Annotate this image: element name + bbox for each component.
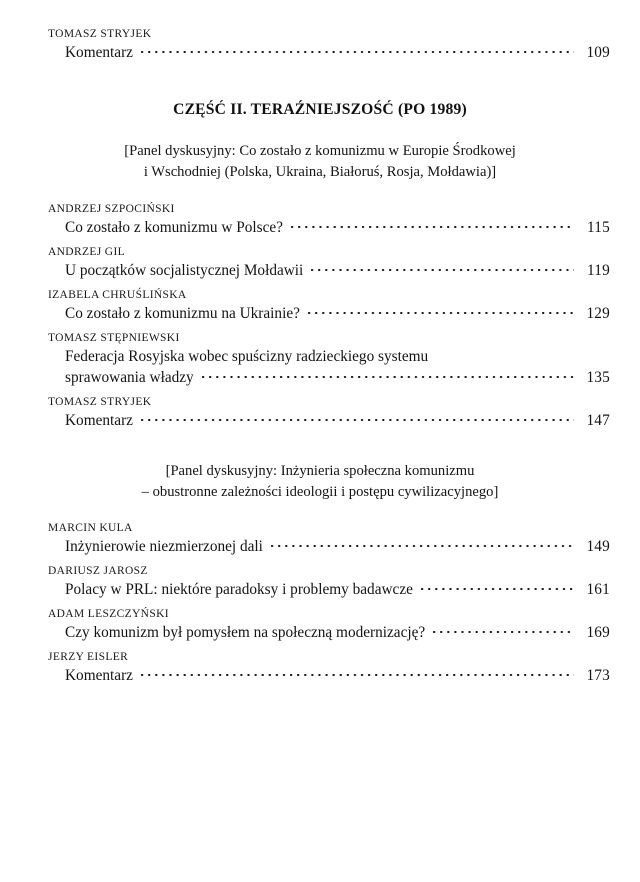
- entry-page-number: 147: [586, 412, 610, 429]
- entry-title-row: [65, 665, 610, 686]
- toc-entry: [0, 202, 640, 238]
- toc-entry: [0, 564, 640, 600]
- dot-leader: [202, 372, 574, 382]
- part-heading: CZĘŚĆ II. TERAŹNIEJSZOŚĆ (PO 1989): [173, 101, 467, 118]
- entry-author: TOMASZ STRYJEK: [48, 28, 152, 40]
- dot-leader: [291, 222, 574, 232]
- toc-entry: [0, 650, 640, 686]
- entry-title-row: [65, 536, 610, 557]
- entry-title: Co zostało z komunizmu w Polsce?: [65, 219, 283, 236]
- panel-description-2: [0, 461, 640, 503]
- toc-entry: [0, 245, 640, 281]
- panel-description-line: – obustronne zależności ideologii i postępu cywilizacyjnego]: [141, 484, 499, 500]
- panel-description-line: [Panel dyskusyjny: Co zostało z komunizmu w Europie Środkowej: [124, 143, 516, 159]
- entry-page-number: 149: [586, 538, 610, 555]
- toc-entry: [0, 607, 640, 643]
- entry-title: Komentarz: [65, 412, 133, 429]
- toc-entry: [0, 27, 640, 63]
- entry-page-number: 115: [587, 219, 610, 236]
- dot-leader: [141, 670, 574, 680]
- toc-entry: [0, 288, 640, 324]
- entry-author: ANDRZEJ SZPOCIŃSKI: [48, 203, 175, 215]
- toc-entry: [0, 521, 640, 557]
- panel-description-line: [Panel dyskusyjny: Inżynieria społeczna komunizmu: [165, 463, 475, 479]
- entry-page-number: 129: [586, 305, 610, 322]
- entry-title: Inżynierowie niezmierzonej dali: [65, 538, 263, 555]
- entry-title: Polacy w PRL: niektóre paradoksy i problemy badawcze: [65, 581, 413, 598]
- entry-title-first-line: Federacja Rosyjska wobec spuścizny radzieckiego systemu: [65, 348, 429, 365]
- entry-title-row: [65, 42, 610, 63]
- entry-title-row: [65, 217, 610, 238]
- entry-author: ANDRZEJ GIL: [48, 246, 125, 258]
- entry-author: MARCIN KULA: [48, 522, 133, 534]
- panel-description-line: i Wschodniej (Polska, Ukraina, Białoruś, Rosja, Mołdawia)]: [143, 164, 497, 180]
- entry-title: U początków socjalistycznej Mołdawii: [65, 262, 304, 279]
- dot-leader: [141, 415, 574, 425]
- entry-author: ADAM LESZCZYŃSKI: [48, 608, 169, 620]
- dot-leader: [421, 584, 574, 594]
- entry-title-row: [65, 579, 610, 600]
- entry-title: sprawowania władzy: [65, 369, 194, 386]
- entry-title: Komentarz: [65, 667, 133, 684]
- entry-title: Czy komunizm był pomysłem na społeczną modernizację?: [65, 624, 426, 641]
- entry-author: IZABELA CHRUŚLIŃSKA: [48, 289, 187, 301]
- panel-description-1: [0, 141, 640, 183]
- entry-page-number: 173: [586, 667, 610, 684]
- entry-title: Komentarz: [65, 44, 133, 61]
- entry-title-row: [65, 367, 610, 388]
- entry-page-number: 161: [586, 581, 610, 598]
- entry-page-number: 109: [586, 44, 610, 61]
- entry-author: DARIUSZ JAROSZ: [48, 565, 148, 577]
- entry-page-number: 135: [586, 369, 610, 386]
- entry-title: Co zostało z komunizmu na Ukrainie?: [65, 305, 300, 322]
- entry-page-number: 119: [587, 262, 610, 279]
- entry-title-row: [65, 260, 610, 281]
- entry-title-row: [65, 303, 610, 324]
- dot-leader: [433, 627, 574, 637]
- dot-leader: [311, 265, 574, 275]
- dot-leader: [308, 308, 574, 318]
- dot-leader: [271, 541, 574, 551]
- toc-entry: [0, 331, 640, 388]
- entry-author: JERZY EISLER: [48, 651, 129, 663]
- dot-leader: [141, 47, 574, 57]
- entry-author: TOMASZ STRYJEK: [48, 396, 152, 408]
- entry-title-row: [65, 410, 610, 431]
- toc-entry: [0, 395, 640, 431]
- entry-author: TOMASZ STĘPNIEWSKI: [48, 332, 180, 344]
- entry-page-number: 169: [586, 624, 610, 641]
- entry-title-row: [65, 622, 610, 643]
